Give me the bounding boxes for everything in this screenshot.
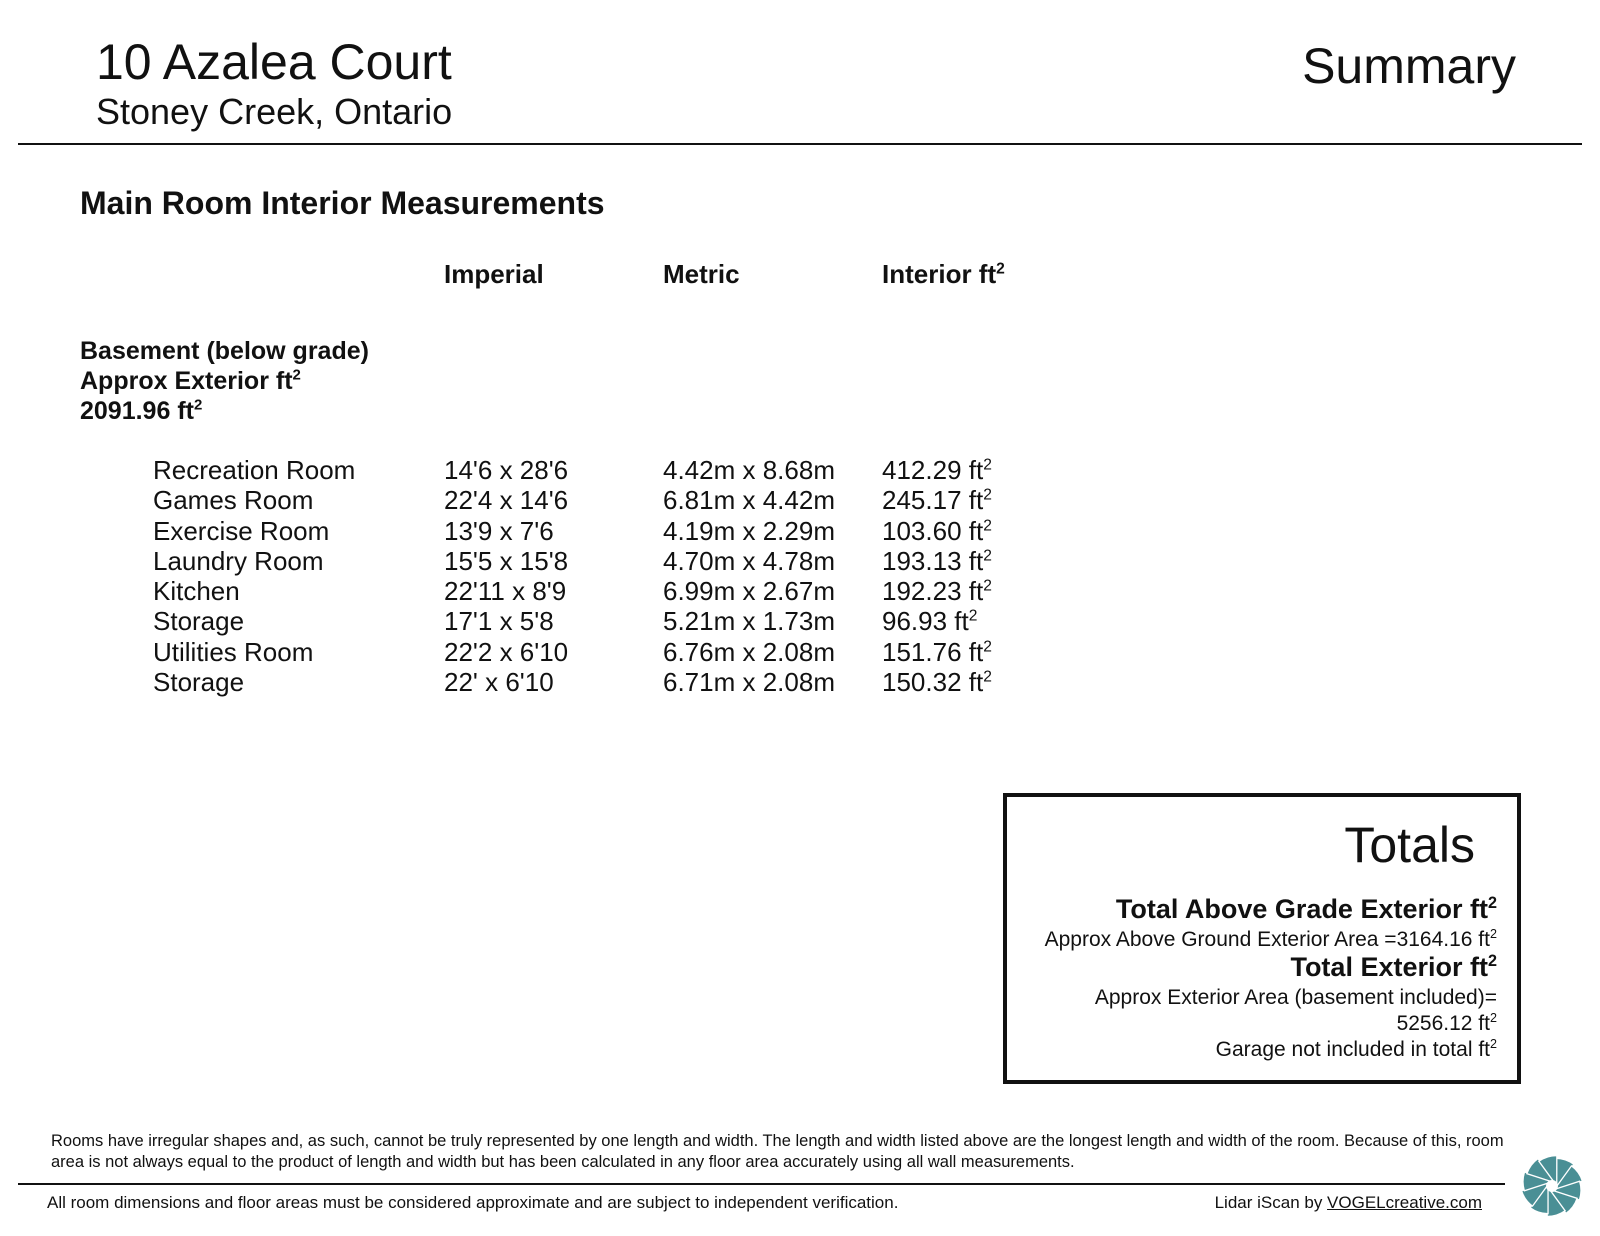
garage-note: [1216, 1037, 1497, 1063]
room-name: Recreation Room: [153, 455, 356, 485]
column-header-metric: Metric: [663, 259, 740, 289]
header-divider: [18, 143, 1582, 145]
floor-summary: [80, 336, 369, 426]
room-area: [882, 667, 992, 697]
room-imperial: 22'11 x 8'9: [444, 576, 567, 607]
credit-link[interactable]: VOGELcreative.com: [1327, 1193, 1482, 1212]
room-name: Storage: [153, 667, 245, 698]
total-exterior-value-text: 5256.12 ft: [1396, 1012, 1490, 1035]
superscript: 2: [1489, 927, 1497, 941]
superscript: 2: [983, 577, 992, 595]
room-metric: 6.81m x 4.42m: [663, 485, 835, 516]
floor-name: Basement (below grade): [80, 337, 369, 365]
room-area-value: 151.76 ft: [882, 636, 984, 667]
room-imperial: 13'9 x 7'6: [444, 515, 554, 546]
room-imperial: 17'1 x 5'8: [444, 606, 554, 637]
room-area-value: 96.93 ft: [882, 606, 969, 637]
table-row: [0, 667, 1100, 697]
room-area-value: 412.29 ft: [882, 455, 984, 485]
room-area: [882, 606, 977, 636]
room-area: [882, 576, 992, 606]
credit-prefix: Lidar iScan by: [1214, 1193, 1328, 1212]
aperture-logo-icon: [1519, 1153, 1585, 1219]
table-row: [0, 576, 1100, 606]
room-imperial: 22' x 6'10: [444, 667, 554, 698]
room-name: Kitchen: [153, 576, 240, 607]
measurement-footnote: Rooms have irregular shapes and, as such, cannot be truly represented by one length and width. The length and width listed above are the longest length and width of the room. Because of this, room area is not always equal to the product of length and width but has been calculated in any floor area accurately using all wall measurements.: [51, 1132, 1504, 1171]
superscript: 2: [996, 260, 1005, 278]
room-name: Games Room: [153, 485, 314, 516]
superscript: 2: [983, 486, 992, 504]
room-name: Storage: [153, 606, 245, 637]
room-area-value: 245.17 ft: [882, 485, 984, 516]
superscript: 2: [193, 396, 203, 414]
address-line-1: 10 Azalea Court: [96, 34, 452, 90]
floor-exterior-label: [80, 366, 369, 396]
room-metric: 6.71m x 2.08m: [663, 667, 835, 698]
room-imperial: 22'4 x 14'6: [444, 485, 569, 516]
superscript: 2: [1489, 1037, 1497, 1051]
address-line-2: Stoney Creek, Ontario: [96, 91, 453, 132]
column-header-interior: [882, 259, 1005, 289]
column-header-interior-label: Interior ft: [882, 259, 997, 289]
superscript: 2: [968, 607, 978, 625]
above-grade-value-text: Approx Above Ground Exterior Area =3164.16 ft: [1044, 928, 1490, 951]
total-exterior-heading: [1290, 951, 1497, 983]
above-grade-heading-text: Total Above Grade Exterior ft: [1115, 894, 1488, 924]
table-row: [0, 637, 1100, 667]
superscript: 2: [1487, 952, 1497, 970]
superscript: 2: [983, 516, 992, 534]
total-exterior-heading-text: Total Exterior ft: [1290, 952, 1488, 982]
disclaimer: All room dimensions and floor areas must be considered approximate and are subject to independent verification.: [47, 1193, 899, 1212]
room-imperial: 15'5 x 15'8: [444, 545, 569, 576]
total-exterior-value: [1397, 1011, 1497, 1037]
table-row: [0, 606, 1100, 636]
room-metric: 4.42m x 8.68m: [663, 455, 835, 485]
footer-divider: [18, 1183, 1505, 1185]
column-header-imperial: Imperial: [444, 259, 544, 289]
room-imperial: 14'6 x 28'6: [444, 455, 569, 485]
room-area-value: 150.32 ft: [882, 667, 984, 698]
section-title: Main Room Interior Measurements: [80, 185, 605, 221]
room-name: Utilities Room: [153, 636, 314, 667]
room-name: Exercise Room: [153, 515, 330, 546]
table-row: [0, 516, 1100, 546]
room-metric: 6.76m x 2.08m: [663, 636, 835, 667]
room-imperial: 22'2 x 6'10: [444, 636, 569, 667]
table-row: [0, 455, 1100, 485]
room-area-value: 193.13 ft: [882, 545, 984, 576]
superscript: 2: [983, 668, 992, 686]
room-metric: 4.70m x 4.78m: [663, 545, 835, 576]
room-area: [882, 546, 992, 576]
room-area: [882, 637, 992, 667]
superscript: 2: [1487, 894, 1497, 912]
superscript: 2: [983, 547, 992, 565]
totals-box: [1003, 793, 1521, 1084]
superscript: 2: [983, 638, 992, 656]
garage-note-text: Garage not included in total ft: [1215, 1038, 1490, 1061]
floor-exterior-label-text: Approx Exterior ft: [80, 367, 293, 395]
room-area-value: 103.60 ft: [882, 515, 984, 546]
room-area: [882, 516, 992, 546]
floor-exterior-value: [80, 396, 369, 426]
table-row: [0, 546, 1100, 576]
room-area-value: 192.23 ft: [882, 576, 984, 607]
credit: [1215, 1192, 1482, 1214]
table-row: [0, 485, 1100, 515]
rooms-table: [0, 455, 1100, 697]
room-area: [882, 485, 992, 515]
room-metric: 6.99m x 2.67m: [663, 576, 835, 607]
superscript: 2: [292, 366, 301, 384]
superscript: 2: [1489, 1011, 1497, 1025]
room-area: [882, 455, 992, 485]
floor-exterior-value-text: 2091.96 ft: [80, 397, 194, 425]
page-label: Summary: [1302, 38, 1516, 94]
room-metric: 5.21m x 1.73m: [663, 606, 835, 637]
superscript: 2: [983, 456, 992, 474]
total-exterior-label: Approx Exterior Area (basement included)=: [1094, 986, 1497, 1009]
room-name: Laundry Room: [153, 545, 324, 576]
above-grade-value: [1045, 927, 1497, 953]
room-metric: 4.19m x 2.29m: [663, 515, 835, 546]
totals-title: Totals: [1344, 817, 1475, 873]
above-grade-heading: [1116, 893, 1497, 925]
